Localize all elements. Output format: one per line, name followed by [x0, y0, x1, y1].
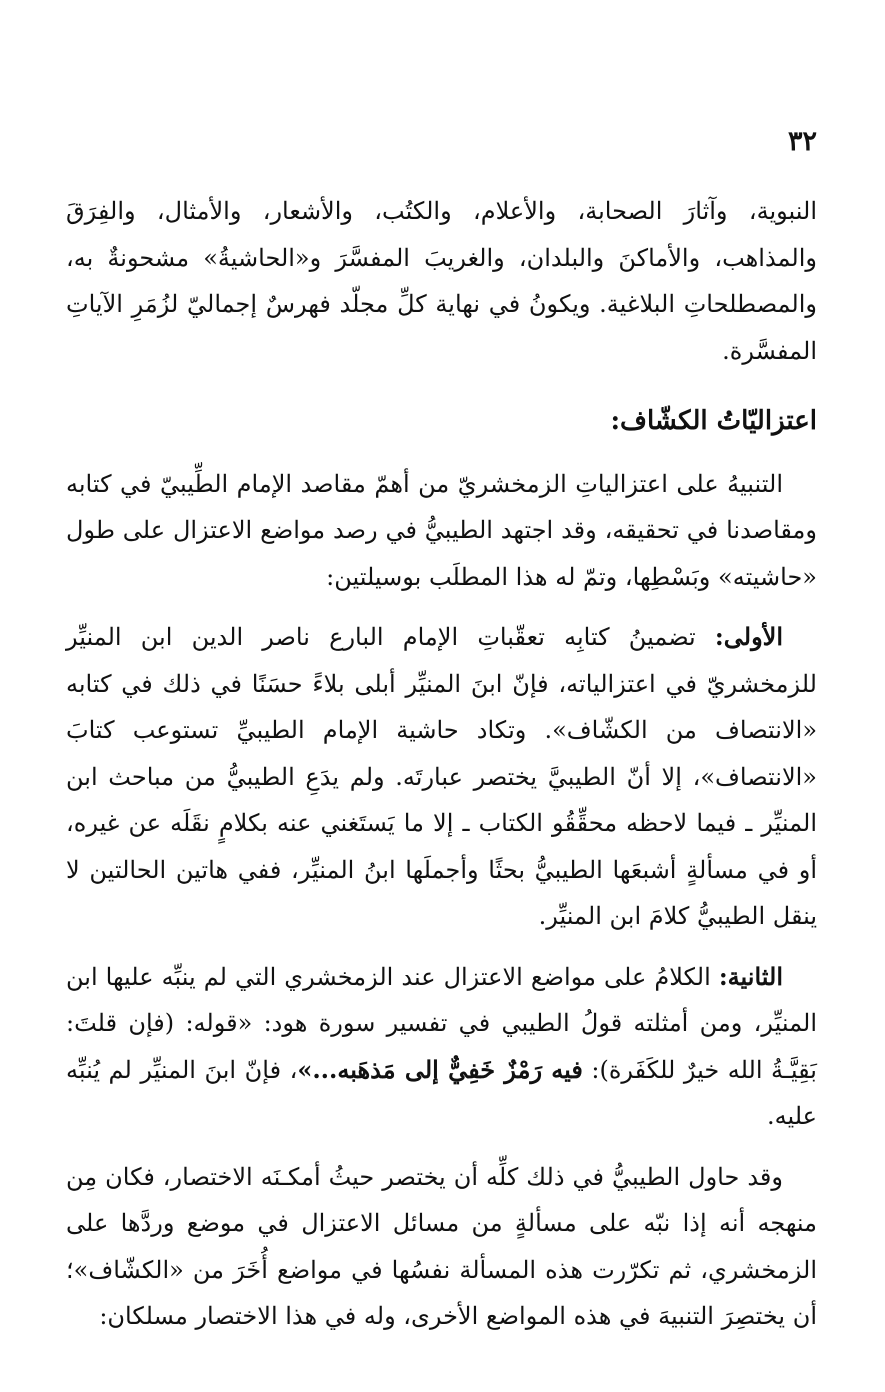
page-number: ٣٢: [787, 126, 817, 157]
paragraph-3-bold-quote: فيه رَمْزٌ خَفِيٌّ إلى مَذهَبه...»: [297, 1054, 583, 1084]
page-body: [66, 188, 817, 1354]
paragraph-2-lead: الأولى:: [714, 622, 784, 651]
paragraph-3: [66, 954, 817, 1140]
section-heading: اعتزاليّاتُ الكشّاف:: [610, 406, 817, 436]
paragraph-2-body: تضمينُ كتابِه تعقّباتِ الإمام البارع ناصر الدين ابن المنيِّر للزمخشريّ في اعتزالياته، فإنّ ابنَ المنيِّر أبلى بلاءً حسَنًا في ذلك في كتابه «الانتصاف من الكشّاف». وتكاد حاشية الإمام الطيبيِّ تستوعب كتابَ «الانتصاف»، إلا أنّ الطيبيَّ يختصر عبارتَه. ولم يدَعِ الطيبيُّ من مباحث ابن المنيِّر ـ فيما لاحظه محقِّقُو الكتاب ـ إلا ما يَستَغني عنه بكلامٍ نقَلَه عن غيره، أو في مسألةٍ أشبعَها الطيبيُّ بحثًا وأجملَها ابنُ المنيِّر، ففي هاتين الحالتين لا ينقل الطيبيُّ كلامَ ابن المنيِّر.: [66, 623, 817, 930]
paragraph-3-body: الكلامُ على مواضع الاعتزال عند الزمخشري التي لم ينبِّه عليها ابن المنيِّر، ومن أمثلته قولُ الطيبي في تفسير سورة هود: «قوله: (فإن قلتَ: بَقِيَّـةُ الله خيرٌ للكَفَرة):: [66, 962, 817, 1084]
paragraph-3-tail: ، فإنّ ابنَ المنيِّر لم يُنبِّه عليه.: [66, 1055, 817, 1130]
intro-paragraph: النبوية، وآثارَ الصحابة، والأعلام، والكتُب، والأشعار، والأمثال، والفِرَقَ والمذاهب، والأماكنَ والبلدان، والغريبَ المفسَّرَ و«الحاشيةُ» مشحونةٌ به، والمصطلحاتِ البلاغية. ويكونُ في نهاية كلِّ مجلّد فهرسٌ إجماليّ لزُمَرِ الآياتِ المفسَّرة.: [66, 197, 817, 365]
paragraph-2: [66, 614, 817, 940]
paragraph-4: وقد حاول الطيبيُّ في ذلك كلِّه أن يختصر حيثُ أمكـنَه الاختصار، فكان مِن منهجه أنه إذا نبّه على مسألةٍ من مسائل الاعتزال في موضع وردَّها على الزمخشري، ثم تكرّرت هذه المسألة نفسُها في مواضع أُخَرَ من «الكشّاف»؛ أن يختصِرَ التنبيهَ في هذه المواضع الأخرى، وله في هذا الاختصار مسلكان:: [66, 1162, 818, 1330]
paragraph-1: التنبيهُ على اعتزالياتِ الزمخشريّ من أهمّ مقاصد الإمام الطِّيبيّ في كتابه ومقاصدنا في تحقيقه، وقد اجتهد الطيبيُّ في رصد مواضع الاعتزال على طول «حاشيته» وبَسْطِها، وتمّ له هذا المطلَب بوسيلتين:: [66, 469, 817, 591]
paragraph-3-lead: الثانية:: [718, 961, 783, 991]
